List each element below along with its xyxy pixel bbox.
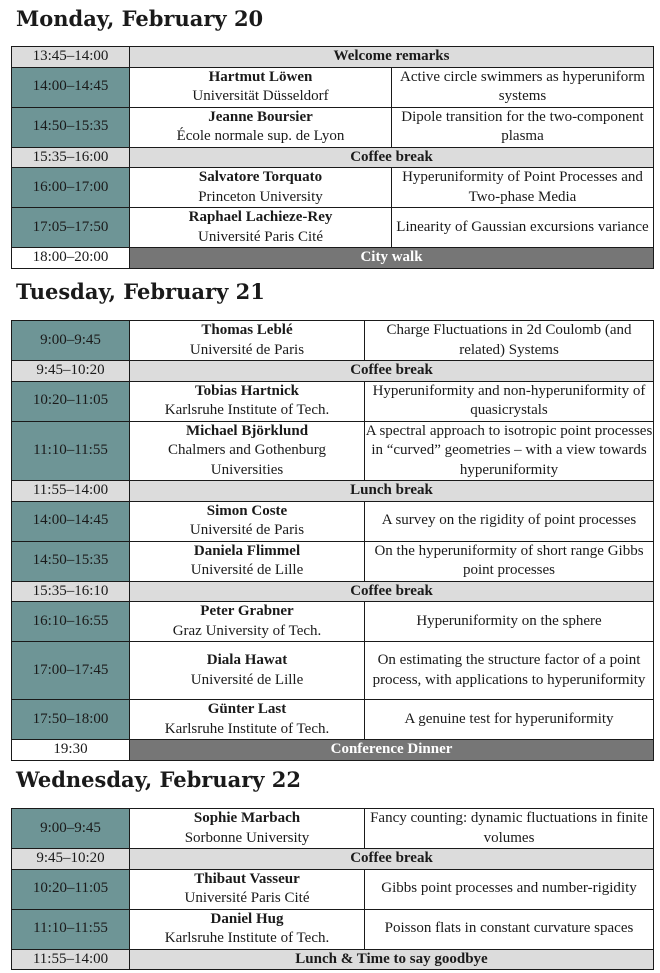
schedule-row: [12, 869, 654, 909]
talk-title: Active circle swimmers as hyperuniform systems: [392, 67, 654, 107]
speaker-name: Salvatore Torquato: [198, 169, 323, 185]
talk-title: Dipole transition for the two-component plasma: [392, 107, 654, 147]
talk-title: On estimating the structure factor of a point process, with applications to hyperuniformity: [365, 642, 654, 700]
talk-title: On the hyperuniformity of short range Gibbs point processes: [365, 541, 654, 581]
time-cell: 17:00–17:45: [12, 642, 130, 700]
time-cell: 10:20–11:05: [12, 869, 130, 909]
speaker-affiliation: Université de Paris: [189, 522, 305, 538]
schedule-row: [12, 642, 654, 700]
break-label: Coffee break: [130, 581, 654, 602]
talk-title: Charge Fluctuations in 2d Coulomb (and related) Systems: [365, 321, 654, 361]
time-cell: 17:50–18:00: [12, 700, 130, 740]
speaker-name: Michael Björklund: [185, 422, 309, 439]
speaker-cell: [130, 909, 365, 949]
time-cell: 9:00–9:45: [12, 321, 130, 361]
time-cell: 15:35–16:10: [12, 581, 130, 602]
schedule-row: [12, 809, 654, 849]
schedule-row: [12, 67, 654, 107]
time-cell: 11:55–14:00: [12, 949, 130, 970]
schedule-row: [12, 47, 654, 68]
schedule-row: [12, 421, 654, 481]
speaker-name: Günter Last: [207, 701, 287, 717]
schedule-row: [12, 107, 654, 147]
speaker-name: Diala Hawat: [206, 652, 288, 668]
speaker-cell: [130, 700, 365, 740]
time-cell: 14:50–15:35: [12, 541, 130, 581]
speaker-cell: [130, 67, 392, 107]
time-cell: 16:10–16:55: [12, 602, 130, 642]
schedule-monday: [11, 46, 654, 269]
day-title-tuesday: Tuesday, February 21: [16, 279, 265, 304]
talk-title: A genuine test for hyperuniformity: [365, 700, 654, 740]
schedule-row: [12, 909, 654, 949]
speaker-affiliation: Karlsruhe Institute of Tech.: [164, 720, 330, 737]
speaker-affiliation: Université de Lille: [190, 671, 304, 688]
time-cell: 14:00–14:45: [12, 501, 130, 541]
schedule-row: [12, 361, 654, 382]
speaker-cell: [130, 208, 392, 248]
talk-title: Hyperuniformity of Point Processes and Two-phase Media: [392, 168, 654, 208]
time-cell: 9:45–10:20: [12, 849, 130, 870]
schedule-row: [12, 740, 654, 761]
time-cell: 14:50–15:35: [12, 107, 130, 147]
time-cell: 15:35–16:00: [12, 147, 130, 168]
speaker-cell: [130, 809, 365, 849]
schedule-row: [12, 481, 654, 502]
speaker-cell: [130, 381, 365, 421]
time-cell: 17:05–17:50: [12, 208, 130, 248]
talk-title: Linearity of Gaussian excursions variance: [392, 208, 654, 248]
speaker-name: Thomas Leblé: [201, 322, 293, 338]
schedule-row: [12, 168, 654, 208]
day-title-wednesday: Wednesday, February 22: [16, 767, 302, 792]
social-event-label: Conference Dinner: [130, 740, 654, 761]
speaker-affiliation: Karlsruhe Institute of Tech.: [164, 930, 330, 946]
speaker-affiliation: Université de Paris: [189, 341, 305, 358]
time-cell: 11:10–11:55: [12, 421, 130, 481]
break-label: Lunch & Time to say goodbye: [130, 949, 654, 970]
speaker-cell: [130, 168, 392, 208]
talk-title: A spectral approach to isotropic point processes in “curved” geometries – with a view towards hyperuniformity: [365, 421, 654, 481]
schedule-row: [12, 581, 654, 602]
speaker-name: Sophie Marbach: [193, 810, 301, 826]
schedule-row: [12, 147, 654, 168]
time-cell: 16:00–17:00: [12, 168, 130, 208]
speaker-name: Raphael Lachieze-Rey: [188, 209, 333, 225]
speaker-cell: [130, 869, 365, 909]
talk-title: Fancy counting: dynamic fluctuations in finite volumes: [365, 809, 654, 849]
talk-title: A survey on the rigidity of point processes: [365, 501, 654, 541]
speaker-affiliation: École normale sup. de Lyon: [176, 128, 345, 144]
speaker-affiliation: Karlsruhe Institute of Tech.: [164, 402, 330, 418]
time-cell: 14:00–14:45: [12, 67, 130, 107]
speaker-name: Simon Coste: [206, 502, 288, 519]
time-cell: 9:00–9:45: [12, 809, 130, 849]
speaker-name: Peter Grabner: [200, 603, 294, 619]
speaker-name: Daniel Hug: [210, 910, 284, 927]
speaker-affiliation: Princeton University: [198, 188, 323, 205]
schedule-tuesday: [11, 320, 654, 761]
speaker-cell: [130, 107, 392, 147]
break-label: Lunch break: [130, 481, 654, 502]
break-label: Welcome remarks: [130, 47, 654, 68]
break-label: Coffee break: [130, 849, 654, 870]
talk-title: Hyperuniformity and non-hyperuniformity of quasicrystals: [365, 381, 654, 421]
speaker-name: Hartmut Löwen: [208, 68, 313, 85]
speaker-affiliation: Université Paris Cité: [184, 890, 310, 906]
speaker-cell: [130, 541, 365, 581]
speaker-affiliation: Chalmers and Gothenburg Universities: [167, 442, 327, 478]
talk-title: Gibbs point processes and number-rigidity: [365, 869, 654, 909]
speaker-cell: [130, 602, 365, 642]
speaker-affiliation: Université de Lille: [190, 562, 304, 578]
schedule-row: [12, 700, 654, 740]
schedule-row: [12, 949, 654, 970]
schedule-row: [12, 381, 654, 421]
schedule-row: [12, 541, 654, 581]
speaker-affiliation: Sorbonne University: [184, 829, 310, 846]
break-label: Coffee break: [130, 147, 654, 168]
speaker-name: Jeanne Boursier: [208, 108, 313, 125]
speaker-affiliation: Université Paris Cité: [198, 228, 323, 245]
time-cell: 10:20–11:05: [12, 381, 130, 421]
speaker-affiliation: Graz University of Tech.: [172, 622, 322, 639]
talk-title: Poisson flats in constant curvature spaces: [365, 909, 654, 949]
speaker-cell: [130, 642, 365, 700]
schedule-row: [12, 501, 654, 541]
social-event-label: City walk: [130, 248, 654, 269]
time-cell: 9:45–10:20: [12, 361, 130, 382]
talk-title: Hyperuniformity on the sphere: [365, 602, 654, 642]
schedule-row: [12, 321, 654, 361]
speaker-affiliation: Universität Düsseldorf: [192, 88, 329, 104]
speaker-cell: [130, 421, 365, 481]
time-cell: 13:45–14:00: [12, 47, 130, 68]
break-label: Coffee break: [130, 361, 654, 382]
speaker-name: Daniela Flimmel: [193, 542, 301, 559]
time-cell: 11:10–11:55: [12, 909, 130, 949]
schedule-wednesday: [11, 808, 654, 970]
speaker-cell: [130, 321, 365, 361]
time-cell: 11:55–14:00: [12, 481, 130, 502]
schedule-row: [12, 208, 654, 248]
speaker-cell: [130, 501, 365, 541]
time-cell: 18:00–20:00: [12, 248, 130, 269]
schedule-row: [12, 849, 654, 870]
schedule-row: [12, 602, 654, 642]
speaker-name: Tobias Hartnick: [194, 382, 300, 399]
time-cell: 19:30: [12, 740, 130, 761]
day-title-monday: Monday, February 20: [16, 6, 264, 31]
speaker-name: Thibaut Vasseur: [194, 870, 300, 887]
schedule-row: [12, 248, 654, 269]
